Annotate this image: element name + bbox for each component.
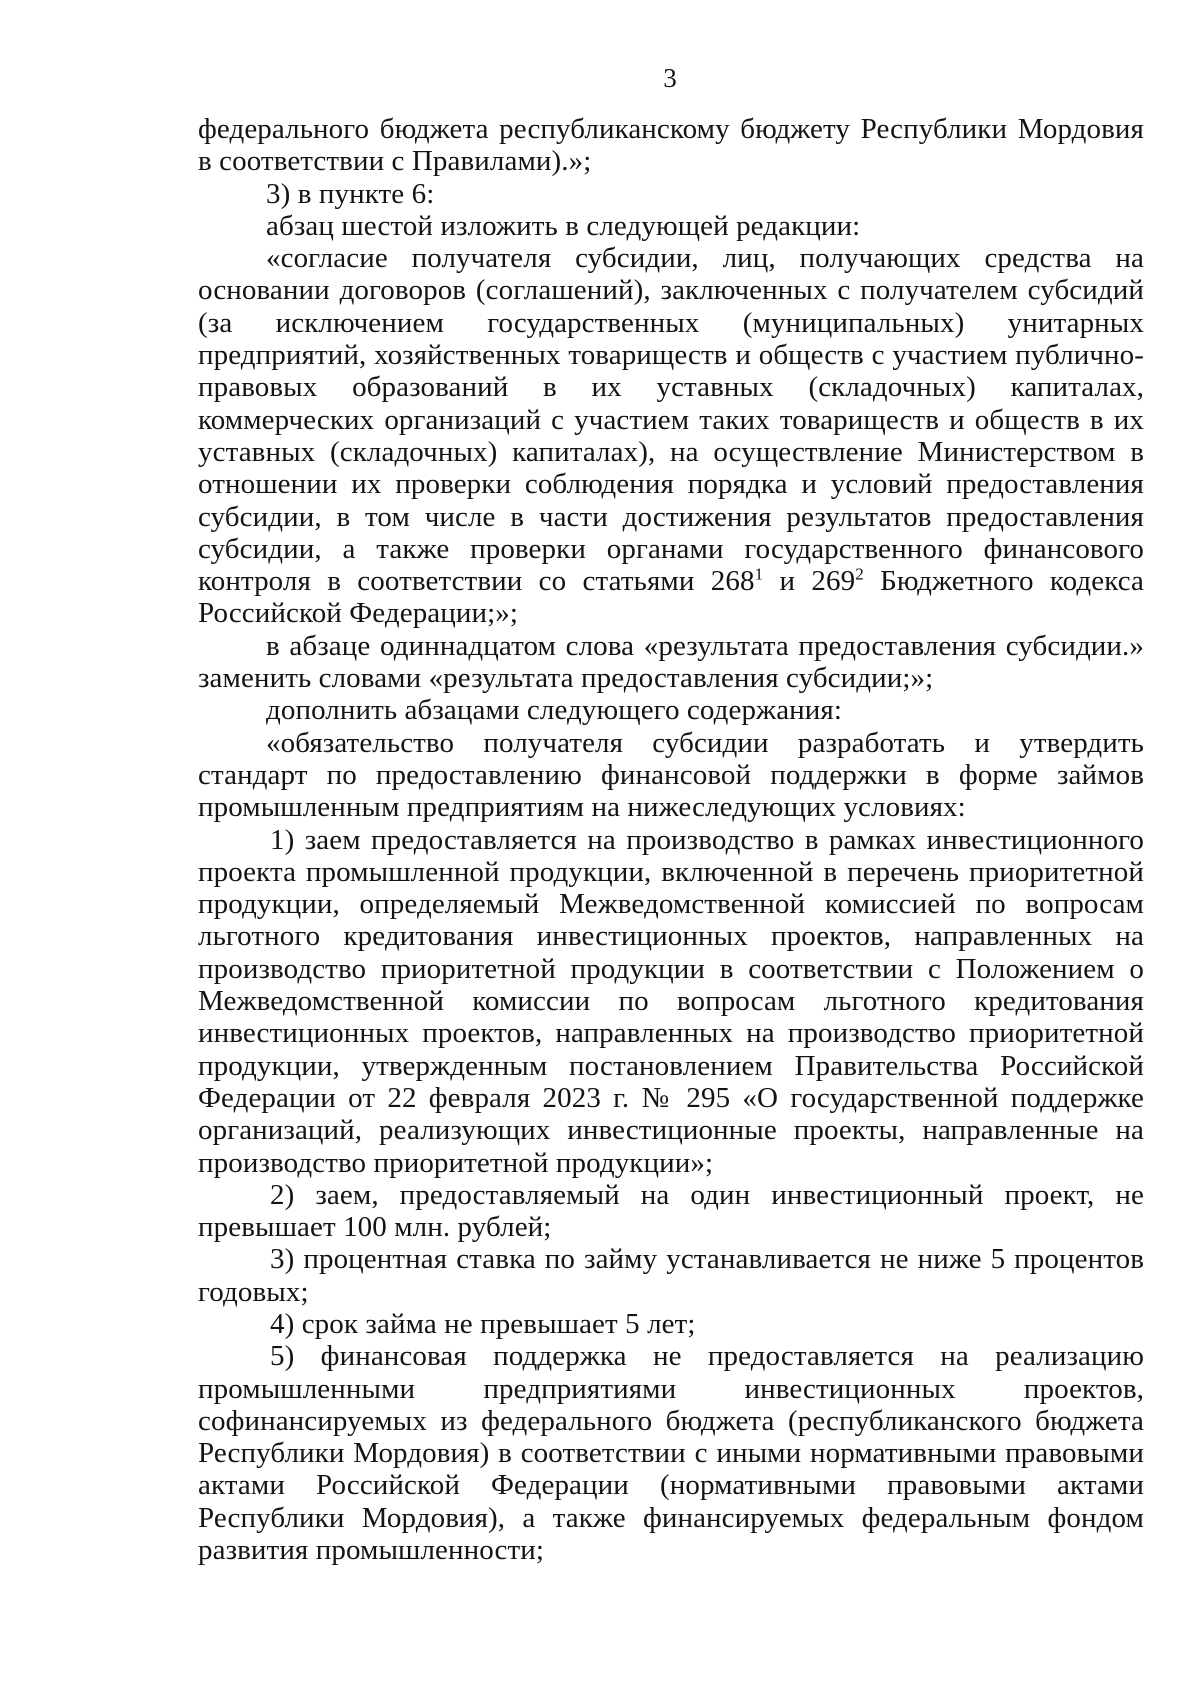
consent-text-end: Бюджетного кодекса Российской Федерации;»; xyxy=(198,565,1145,630)
paragraph-condition-5: 5) финансовая поддержка не предоставляется на реализацию промышленными предприятиями инвестиционных проектов, софинансируемых из федерального бюджета (республиканского бюджета Республики Мордовия) в соответствии с иными нормативными правовыми актами Российской Федерации (нормативными правовыми актами Республики Мордовия), а также финансируемых федеральным фондом развития промышленности; xyxy=(198,1340,1144,1567)
paragraph-condition-2: 2) заем, предоставляемый на один инвестиционный проект, не превышает 100 млн. рублей; xyxy=(198,1178,1144,1244)
consent-text-middle: и 269 xyxy=(763,565,856,598)
paragraph-add-instruction: дополнить абзацами следующего содержания: xyxy=(266,694,842,727)
paragraph-condition-4: 4) срок займа не превышает 5 лет; xyxy=(270,1307,696,1340)
paragraph-condition-1: 1) заем предоставляется на производство в рамках инвестиционного проекта промышленной продукции, включенной в перечень приоритетной продукции, определяемый Межведомственной комиссией по вопросам льготного кредитования инвестиционных проектов, направленных на производство приоритетной продукции в соответствии с Положением о Межведомственной комиссии по вопросам льготного кредитования инвестиционных проектов, направленных на производство приоритетной продукции, утвержденным постановлением Правительства Российской Федерации от 22 февраля 2023 г. № 295 «О государственной поддержке организаций, реализующих инвестиционные проекты, направленные на производство приоритетной продукции»; xyxy=(198,823,1144,1179)
paragraph-item-3: 3) в пункте 6: xyxy=(266,177,435,210)
superscript-1: 1 xyxy=(754,564,764,584)
paragraph-instruction: абзац шестой изложить в следующей редакции: xyxy=(266,209,861,242)
paragraph-continuation: федерального бюджета республиканскому бюджету Республики Мордовия в соответствии с Правилами).»; xyxy=(198,113,1144,178)
paragraph-condition-3: 3) процентная ставка по займу устанавливается не ниже 5 процентов годовых; xyxy=(198,1243,1144,1308)
paragraph-consent-clause xyxy=(198,242,1144,630)
paragraph-obligation: «обязательство получателя субсидии разработать и утвердить стандарт по предоставлению финансовой поддержки в форме займов промышленным предприятиям на нижеследующих условиях: xyxy=(198,726,1144,824)
document-body xyxy=(198,113,1144,1566)
superscript-2: 2 xyxy=(855,564,864,584)
page-number: 3 xyxy=(663,63,677,93)
paragraph-replace-words: в абзаце одиннадцатом слова «результата предоставления субсидии.» заменить словами «результата предоставления субсидии;»; xyxy=(198,629,1144,695)
consent-text-start: «согласие получателя субсидии, лиц, получающих средства на основании договоров (соглашений), заключенных с получателем субсидий (за исключением государственных (муниципальных) унитарных предприятий, хозяйственных товариществ и обществ с участием публично-правовых образований в их уставных (складочных) капиталах, коммерческих организаций с участием таких товариществ и обществ в их уставных (складочных) капиталах), на осуществление Министерством в отношении их проверки соблюдения порядка и условий предоставления субсидии, в том числе в части достижения результатов предоставления субсидии, а также проверки органами государственного финансового контроля в соответствии со статьями 268 xyxy=(198,242,1144,598)
